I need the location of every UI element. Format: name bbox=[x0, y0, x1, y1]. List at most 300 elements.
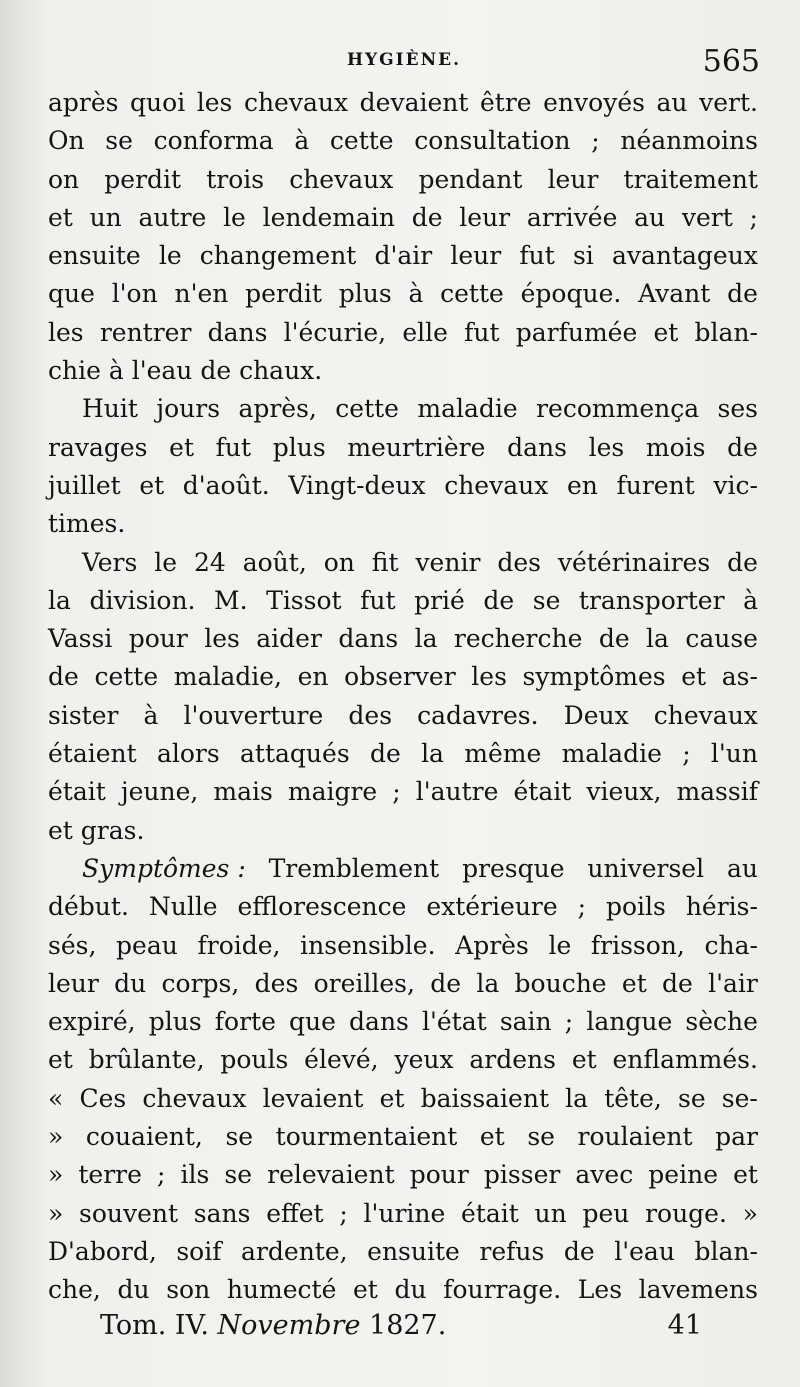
word: leur bbox=[48, 968, 99, 998]
word: de bbox=[48, 662, 79, 692]
word: dans bbox=[338, 624, 399, 654]
word: 24 bbox=[193, 547, 226, 577]
word: oreilles, bbox=[313, 968, 415, 998]
text-line bbox=[48, 1118, 758, 1156]
text-line bbox=[48, 199, 758, 237]
word: néanmoins bbox=[620, 126, 758, 156]
word: quoi bbox=[130, 88, 186, 117]
word: frisson, bbox=[590, 930, 685, 960]
word: Ces bbox=[79, 1083, 127, 1113]
text-line bbox=[48, 390, 758, 428]
word: les bbox=[588, 432, 625, 462]
word: et bbox=[48, 1045, 73, 1075]
word: Huit bbox=[82, 394, 138, 424]
word: as- bbox=[721, 662, 758, 692]
word: le bbox=[154, 547, 178, 577]
word: rouge. bbox=[645, 1198, 727, 1228]
word: Avant bbox=[638, 279, 711, 309]
word: pendant bbox=[418, 164, 523, 194]
text-line bbox=[48, 888, 758, 926]
word: pour bbox=[409, 1160, 469, 1190]
word: maladie bbox=[561, 739, 662, 769]
text-line bbox=[48, 697, 758, 735]
word: les bbox=[196, 88, 233, 117]
word: bouche bbox=[514, 968, 607, 998]
word: en bbox=[566, 470, 598, 500]
word: la bbox=[414, 624, 438, 654]
word: lavemens bbox=[638, 1275, 758, 1305]
word: du bbox=[114, 968, 147, 998]
word: recherche bbox=[453, 624, 583, 654]
word: l'autre bbox=[415, 777, 499, 807]
word: enflammés. bbox=[612, 1045, 758, 1075]
word: et bbox=[653, 317, 679, 347]
word: se bbox=[527, 1122, 555, 1152]
word: ensuite bbox=[48, 241, 141, 271]
word: leur bbox=[450, 241, 502, 271]
word: jeune, bbox=[120, 777, 199, 807]
word: de bbox=[598, 624, 630, 654]
word: l'écurie, bbox=[283, 317, 387, 347]
word: à bbox=[294, 126, 310, 156]
word: chie bbox=[48, 356, 109, 386]
page-footer bbox=[48, 1310, 760, 1350]
word: maigre bbox=[287, 777, 378, 807]
word: insensible. bbox=[300, 930, 436, 960]
text-line bbox=[48, 927, 758, 965]
word: tourmentaient bbox=[275, 1122, 458, 1152]
word: être bbox=[479, 88, 532, 117]
word: n'en bbox=[174, 279, 229, 309]
word: humecté bbox=[226, 1275, 337, 1305]
word: M. bbox=[214, 585, 248, 615]
body-text bbox=[48, 84, 758, 1310]
word: du bbox=[394, 1275, 427, 1305]
word: maladie bbox=[417, 394, 518, 424]
word: chevaux bbox=[653, 700, 758, 730]
word: plus bbox=[272, 432, 326, 462]
word: à bbox=[143, 700, 159, 730]
word: on bbox=[323, 547, 355, 577]
word: et bbox=[48, 202, 73, 232]
word: extérieure bbox=[426, 892, 558, 922]
page-number: 565 bbox=[702, 44, 760, 79]
word: blan- bbox=[694, 317, 758, 347]
word: de bbox=[369, 739, 401, 769]
word: août, bbox=[242, 547, 307, 577]
word: l'état bbox=[422, 1007, 487, 1037]
word: et bbox=[353, 1275, 378, 1305]
word: de bbox=[430, 968, 462, 998]
word: jours bbox=[156, 394, 221, 424]
word: soif bbox=[176, 1236, 222, 1266]
word: vétérinaires bbox=[557, 547, 711, 577]
word: cha- bbox=[704, 930, 758, 960]
text-line bbox=[48, 314, 758, 352]
word: son bbox=[166, 1275, 211, 1305]
word: Vassi bbox=[48, 624, 113, 654]
word: conforma bbox=[153, 126, 274, 156]
text-line bbox=[48, 735, 758, 773]
word: tête, bbox=[604, 1083, 662, 1113]
word: arrivée bbox=[526, 202, 618, 232]
word: par bbox=[715, 1122, 758, 1152]
word: l'urine bbox=[363, 1198, 446, 1228]
word: » bbox=[742, 1198, 758, 1228]
word: la bbox=[646, 624, 669, 654]
word: de bbox=[483, 585, 515, 615]
word: sain bbox=[499, 1007, 552, 1037]
word: blan- bbox=[694, 1236, 758, 1266]
word: chevaux bbox=[243, 88, 349, 117]
word: dans bbox=[207, 317, 268, 347]
word: et bbox=[681, 662, 707, 692]
word: et bbox=[48, 815, 81, 845]
word: vic- bbox=[713, 470, 758, 500]
text-line bbox=[48, 161, 758, 199]
word: traitement bbox=[623, 164, 758, 194]
word: la bbox=[476, 968, 500, 998]
text-line bbox=[48, 1156, 758, 1194]
word: sans bbox=[193, 1198, 251, 1228]
text-line bbox=[48, 850, 758, 888]
word: le bbox=[158, 241, 182, 271]
word: peine bbox=[648, 1160, 718, 1190]
word: avantageux bbox=[611, 241, 758, 271]
word: fut bbox=[464, 317, 500, 347]
word: poils bbox=[606, 892, 666, 922]
word: recommença bbox=[536, 394, 700, 424]
word: se bbox=[225, 1122, 254, 1152]
word: l'on bbox=[111, 279, 158, 309]
section-lead: Symptômes : bbox=[82, 853, 246, 883]
word: et bbox=[379, 1083, 405, 1113]
text-line bbox=[48, 122, 758, 160]
text-line bbox=[48, 773, 758, 811]
text-line bbox=[48, 1271, 758, 1309]
word: vert. bbox=[699, 88, 758, 117]
word: on bbox=[48, 164, 80, 194]
word: consultation bbox=[414, 126, 571, 156]
word: « bbox=[48, 1083, 64, 1113]
word: et bbox=[169, 432, 195, 462]
text-line bbox=[48, 1080, 758, 1118]
word: D'abord, bbox=[48, 1236, 157, 1266]
word: des bbox=[348, 700, 393, 730]
word: ; bbox=[339, 1198, 348, 1228]
word: Deux bbox=[563, 700, 629, 730]
word: fourrage. bbox=[443, 1275, 562, 1305]
word: rentrer bbox=[99, 317, 192, 347]
word: cadavres. bbox=[417, 700, 539, 730]
word: et bbox=[571, 1045, 597, 1075]
word: que bbox=[289, 1007, 336, 1037]
word: et bbox=[733, 1160, 758, 1190]
word: leur bbox=[459, 202, 511, 232]
word: ensuite bbox=[367, 1236, 460, 1266]
word: était bbox=[461, 1198, 519, 1228]
word: la bbox=[565, 1083, 589, 1113]
word: mois bbox=[645, 432, 706, 462]
word: en bbox=[297, 662, 329, 692]
word: chevaux bbox=[142, 1083, 247, 1113]
text-line bbox=[48, 1195, 758, 1233]
word: autre bbox=[138, 202, 207, 232]
word: » bbox=[48, 1160, 64, 1190]
word: un bbox=[534, 1198, 567, 1228]
word: un bbox=[89, 202, 122, 232]
word: souvent bbox=[79, 1198, 179, 1228]
word: chevaux bbox=[289, 164, 394, 194]
word: » bbox=[48, 1122, 64, 1152]
word: et bbox=[621, 968, 647, 998]
word: ; bbox=[157, 1160, 166, 1190]
text-line bbox=[48, 812, 758, 850]
word: ardente, bbox=[241, 1236, 348, 1266]
word: ; bbox=[392, 777, 401, 807]
word: aider bbox=[256, 624, 322, 654]
word: vieux, bbox=[586, 777, 662, 807]
word: Nulle bbox=[148, 892, 218, 922]
word: héris- bbox=[685, 892, 758, 922]
word: yeux bbox=[394, 1045, 454, 1075]
word: du bbox=[117, 1275, 150, 1305]
word: prié bbox=[414, 585, 465, 615]
word: fit bbox=[371, 547, 399, 577]
word: d'air bbox=[374, 241, 433, 271]
word: effet bbox=[266, 1198, 324, 1228]
word: d'août. bbox=[182, 470, 270, 500]
word: de bbox=[727, 279, 758, 309]
word: sèche bbox=[685, 1007, 758, 1037]
word: ; bbox=[749, 202, 758, 232]
word: envoyés bbox=[543, 88, 645, 117]
word: perdit bbox=[245, 279, 322, 309]
text-line bbox=[48, 84, 758, 122]
text-line bbox=[48, 429, 758, 467]
word: Tremblement bbox=[268, 853, 440, 883]
word: la bbox=[48, 585, 71, 615]
word: cause bbox=[685, 624, 758, 654]
text-line bbox=[48, 1233, 758, 1271]
word: venir bbox=[415, 547, 481, 577]
word: mais bbox=[213, 777, 273, 807]
word: changement bbox=[199, 241, 357, 271]
word: des bbox=[254, 968, 299, 998]
text-line bbox=[48, 275, 758, 313]
word: après bbox=[48, 88, 119, 117]
word: se bbox=[678, 1083, 706, 1113]
word: était bbox=[513, 777, 572, 807]
signature-mark: Tom. IV. Novembre 1827. bbox=[100, 1310, 447, 1341]
word: Après bbox=[455, 930, 529, 960]
word: l'eau bbox=[614, 1236, 675, 1266]
word: était bbox=[48, 777, 106, 807]
word: roulaient bbox=[577, 1122, 693, 1152]
word: symptômes bbox=[522, 662, 666, 692]
word: cette bbox=[94, 662, 159, 692]
word: que bbox=[48, 279, 95, 309]
word: Les bbox=[577, 1275, 623, 1305]
word: furent bbox=[616, 470, 695, 500]
text-line bbox=[48, 1041, 758, 1079]
word: massif bbox=[676, 777, 758, 807]
word: les bbox=[471, 662, 507, 692]
word: Tissot bbox=[266, 585, 342, 615]
word: avec bbox=[575, 1160, 634, 1190]
word: l'ouverture bbox=[183, 700, 324, 730]
word: elle bbox=[402, 317, 448, 347]
word: cette bbox=[335, 394, 399, 424]
word: relevaient bbox=[267, 1160, 395, 1190]
word: et bbox=[139, 470, 165, 500]
word: pour bbox=[128, 624, 188, 654]
word: étaient bbox=[48, 739, 137, 769]
word: au bbox=[656, 88, 688, 117]
word: parfumée bbox=[515, 317, 638, 347]
word: sés, bbox=[48, 930, 97, 960]
word: se bbox=[224, 1160, 253, 1190]
word: langue bbox=[586, 1007, 673, 1037]
word: baissaient bbox=[420, 1083, 549, 1113]
word: au bbox=[726, 853, 758, 883]
word: cette bbox=[329, 126, 394, 156]
word: ses bbox=[717, 394, 758, 424]
word: brûlante, bbox=[88, 1045, 205, 1075]
word: efflorescence bbox=[237, 892, 407, 922]
signature-number: 41 bbox=[667, 1310, 702, 1341]
word: plus bbox=[148, 1007, 202, 1037]
word: peu bbox=[582, 1198, 630, 1228]
page-header bbox=[48, 44, 760, 84]
word: levaient bbox=[262, 1083, 364, 1113]
word: dans bbox=[507, 432, 567, 462]
word: à bbox=[743, 585, 758, 615]
text-line bbox=[48, 505, 758, 543]
word: la bbox=[421, 739, 444, 769]
word: Vers bbox=[82, 547, 138, 577]
text-line bbox=[48, 965, 758, 1003]
word: ardens bbox=[469, 1045, 556, 1075]
word: vert bbox=[681, 202, 733, 232]
word: expiré, bbox=[48, 1007, 136, 1037]
text-line bbox=[48, 352, 758, 390]
word: » bbox=[48, 1198, 64, 1228]
word: à bbox=[108, 356, 132, 386]
word: meurtrière bbox=[347, 432, 486, 462]
word: Vingt-deux bbox=[288, 470, 426, 500]
word: début. bbox=[48, 892, 129, 922]
word: maladie, bbox=[173, 662, 283, 692]
word: universel bbox=[587, 853, 705, 883]
word: ils bbox=[180, 1160, 210, 1190]
word: pouls bbox=[220, 1045, 289, 1075]
word: pisser bbox=[483, 1160, 561, 1190]
word: fut bbox=[360, 585, 396, 615]
word: le bbox=[223, 202, 246, 232]
word: division. bbox=[89, 585, 196, 615]
text-line bbox=[48, 544, 758, 582]
word: chaux. bbox=[239, 356, 323, 386]
word: che, bbox=[48, 1275, 101, 1305]
word: cette bbox=[440, 279, 504, 309]
word: lendemain bbox=[262, 202, 395, 232]
word: ; bbox=[577, 892, 587, 922]
word: observer bbox=[344, 662, 456, 692]
word: l'un bbox=[710, 739, 758, 769]
text-line bbox=[48, 658, 758, 696]
word: plus bbox=[338, 279, 392, 309]
word: ; bbox=[564, 1007, 574, 1037]
word: et bbox=[479, 1122, 505, 1152]
word: le bbox=[548, 930, 572, 960]
word: de bbox=[200, 356, 240, 386]
word: l'air bbox=[708, 968, 758, 998]
word: attaqués bbox=[240, 739, 350, 769]
word: corps, bbox=[161, 968, 240, 998]
word: des bbox=[497, 547, 541, 577]
word: élevé, bbox=[304, 1045, 379, 1075]
word: se bbox=[532, 585, 561, 615]
word: chevaux bbox=[444, 470, 549, 500]
word: transporter bbox=[578, 585, 725, 615]
word: presque bbox=[462, 853, 565, 883]
signature-month: Novembre bbox=[217, 1310, 361, 1341]
word: de bbox=[727, 432, 758, 462]
word: époque. bbox=[520, 279, 622, 309]
word: gras. bbox=[80, 815, 145, 845]
word: ; bbox=[682, 739, 691, 769]
text-line bbox=[48, 582, 758, 620]
word: de bbox=[662, 968, 693, 998]
text-line bbox=[48, 467, 758, 505]
word: après, bbox=[238, 394, 317, 424]
word: forte bbox=[214, 1007, 276, 1037]
word: trois bbox=[206, 164, 265, 194]
word: devaient bbox=[359, 88, 469, 117]
word: alors bbox=[156, 739, 220, 769]
word: refus bbox=[479, 1236, 545, 1266]
word: fut bbox=[215, 432, 252, 462]
word: les bbox=[48, 317, 84, 347]
word: l'eau bbox=[131, 356, 201, 386]
word: de bbox=[411, 202, 443, 232]
word: On bbox=[48, 126, 85, 156]
word: si bbox=[572, 241, 594, 271]
word: ; bbox=[591, 126, 600, 156]
word: de bbox=[727, 547, 758, 577]
word: au bbox=[634, 202, 666, 232]
word: juillet bbox=[48, 470, 121, 500]
word: ravages bbox=[48, 432, 148, 462]
word: les bbox=[204, 624, 240, 654]
word: à bbox=[408, 279, 424, 309]
text-line bbox=[48, 620, 758, 658]
word: froide, bbox=[197, 930, 281, 960]
word: fut bbox=[519, 241, 555, 271]
word: terre bbox=[78, 1160, 142, 1190]
word: peau bbox=[116, 930, 178, 960]
word: se bbox=[105, 126, 133, 156]
text-line bbox=[48, 237, 758, 275]
word: même bbox=[464, 739, 542, 769]
word: times. bbox=[48, 509, 126, 539]
running-head: HYGIÈNE. bbox=[346, 50, 462, 70]
word: leur bbox=[547, 164, 599, 194]
word: couaient, bbox=[85, 1122, 203, 1152]
text-line bbox=[48, 1003, 758, 1041]
word: perdit bbox=[104, 164, 182, 194]
